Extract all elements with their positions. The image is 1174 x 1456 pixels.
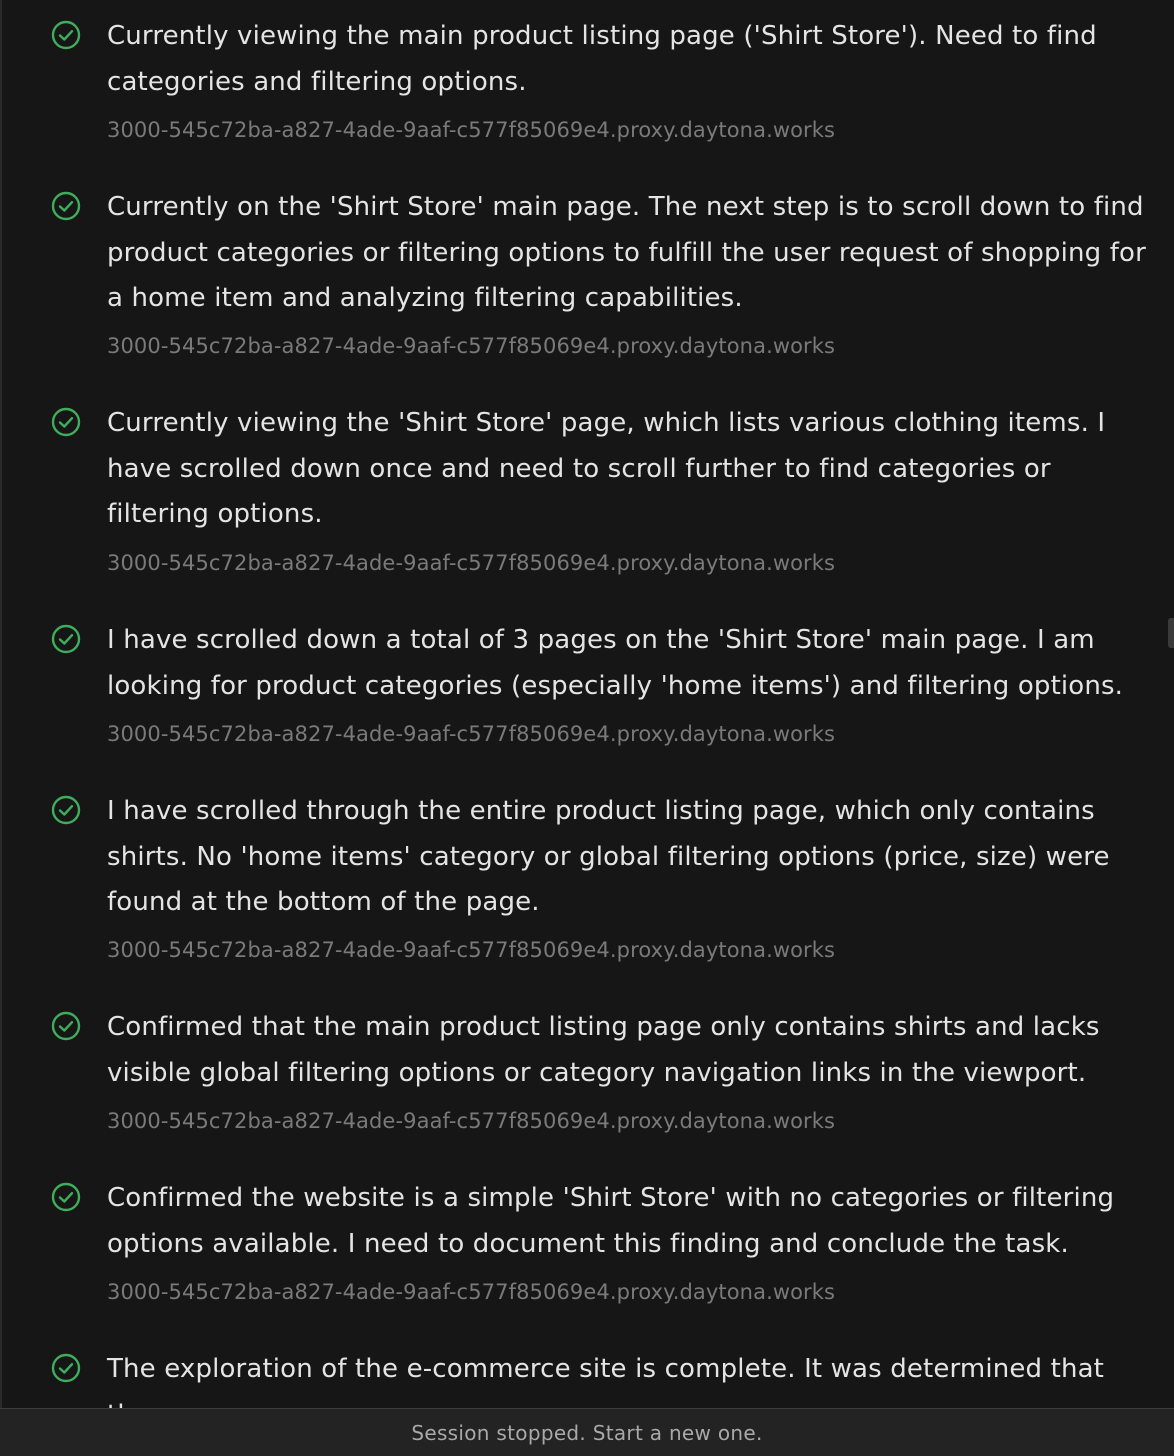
step-url: 3000-545c72ba-a827-4ade-9aaf-c577f85069e4.proxy.daytona.works bbox=[107, 1280, 836, 1304]
check-circle-icon bbox=[51, 1353, 81, 1383]
step-description: I have scrolled down a total of 3 pages on the 'Shirt Store' main page. I am looking for product categories (especially 'home items') and filtering options. bbox=[107, 625, 1124, 701]
check-circle-icon bbox=[51, 191, 81, 221]
step-url: 3000-545c72ba-a827-4ade-9aaf-c577f85069e4.proxy.daytona.works bbox=[107, 551, 836, 575]
check-circle-icon bbox=[51, 1182, 81, 1212]
status-bar bbox=[0, 1408, 1174, 1456]
step-url: 3000-545c72ba-a827-4ade-9aaf-c577f85069e4.proxy.daytona.works bbox=[107, 118, 836, 142]
step-description: I have scrolled through the entire product listing page, which only contains shirts. No 'home items' category or global filtering options (price, size) were found at the bottom of the page. bbox=[107, 796, 1110, 917]
check-circle-icon bbox=[51, 407, 81, 437]
step-description: Currently viewing the main product listing page ('Shirt Store'). Need to find categories and filtering options. bbox=[107, 21, 1097, 97]
step-url: 3000-545c72ba-a827-4ade-9aaf-c577f85069e4.proxy.daytona.works bbox=[107, 722, 836, 746]
check-circle-icon bbox=[51, 20, 81, 50]
session-status-message: Session stopped. Start a new one. bbox=[411, 1420, 763, 1445]
scrollbar-thumb[interactable] bbox=[1168, 618, 1174, 648]
step-description: Currently on the 'Shirt Store' main page. The next step is to scroll down to find product categories or filtering options to fulfill the user request of shopping for a home item and analyzing filtering capabilities. bbox=[107, 192, 1146, 313]
check-circle-icon bbox=[51, 624, 81, 654]
step-description: Currently viewing the 'Shirt Store' page, which lists various clothing items. I have scrolled down once and need to scroll further to find categories or filtering options. bbox=[107, 408, 1106, 529]
step-url: 3000-545c72ba-a827-4ade-9aaf-c577f85069e4.proxy.daytona.works bbox=[107, 334, 836, 358]
check-circle-icon bbox=[51, 795, 81, 825]
step-description: Confirmed that the main product listing page only contains shirts and lacks visible global filtering options or category navigation links in the viewport. bbox=[107, 1012, 1100, 1088]
step-description: The exploration of the e-commerce site is complete. It was determined that bbox=[107, 1354, 1105, 1384]
check-circle-icon bbox=[51, 1011, 81, 1041]
step-url: 3000-545c72ba-a827-4ade-9aaf-c577f85069e4.proxy.daytona.works bbox=[107, 1109, 836, 1133]
step-url: 3000-545c72ba-a827-4ade-9aaf-c577f85069e4.proxy.daytona.works bbox=[107, 938, 836, 962]
step-description: Confirmed the website is a simple 'Shirt Store' with no categories or filtering options available. I need to document this finding and conclude the task. bbox=[107, 1183, 1115, 1259]
